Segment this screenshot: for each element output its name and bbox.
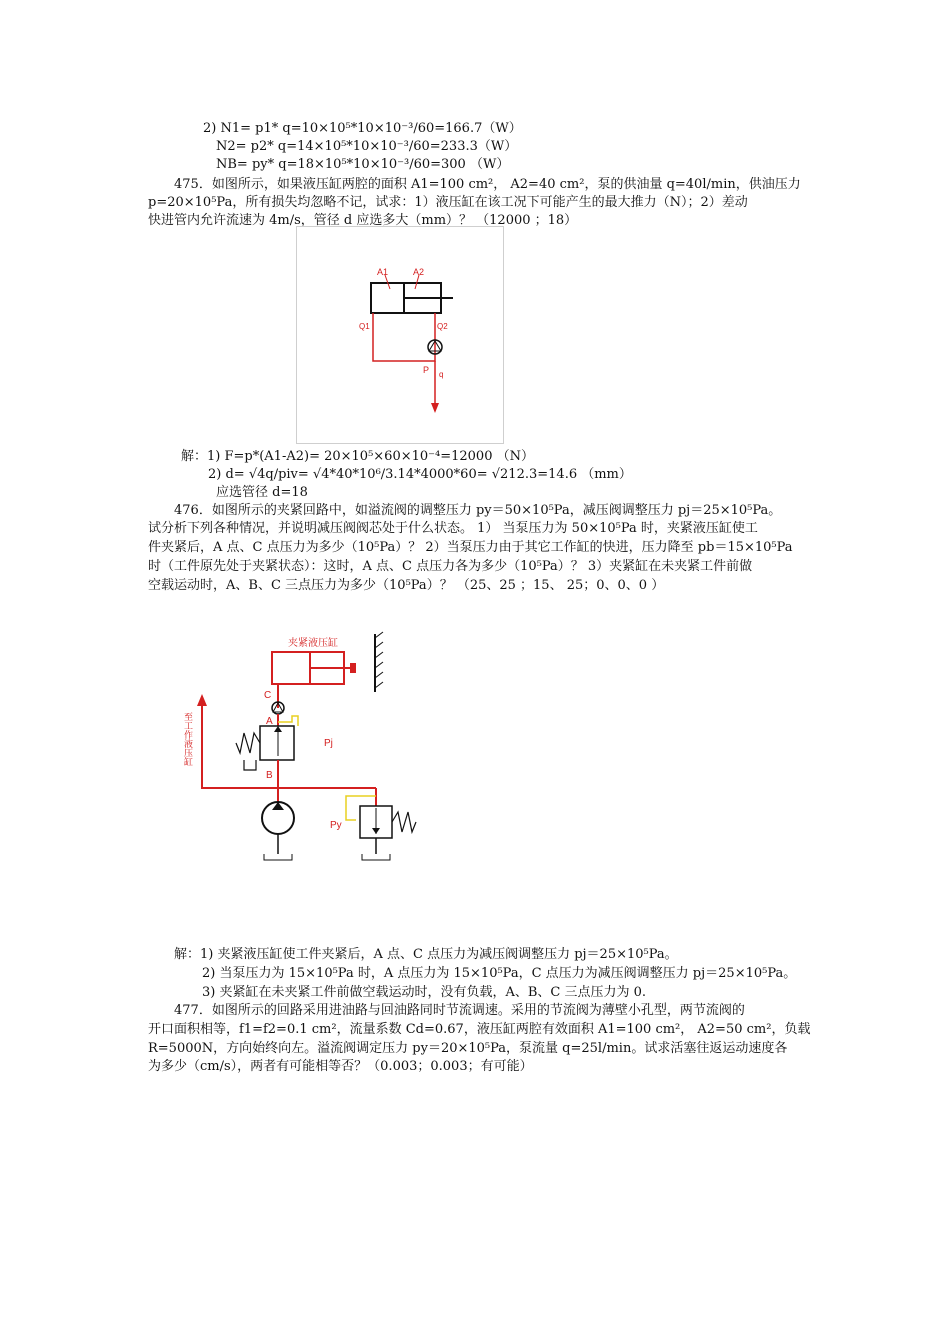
text-line-9: 应选管径 d=18 xyxy=(216,485,308,500)
label-a2: A2 xyxy=(413,267,425,277)
spring-py xyxy=(392,812,416,832)
text-line-17: 3) 夹紧缸在未夹紧工件前做空载运动时，没有负载，A、B、C 三点压力为 0. xyxy=(202,985,647,1000)
text-line-16: 2) 当泵压力为 15×10⁵Pa 时，A 点压力为 15×10⁵Pa，C 点压力为减压阀调整压力 pj＝25×10⁵Pa。 xyxy=(202,966,797,981)
text-line-19: 开口面积相等，f1=f2=0.1 cm²，流量系数 Cd=0.67，液压缸两腔有效面积 A1=100 cm²， A2=50 cm²，负载 xyxy=(148,1022,811,1037)
label-q: q xyxy=(439,370,444,379)
main-pipe xyxy=(202,702,376,788)
text-line-6: 快进管内允许流速为 4m/s，管径 d 应选多大（mm）？ （12000 ；18） xyxy=(148,213,578,228)
text-line-14: 空载运动时，A、B、C 三点压力为多少（10⁵Pa）？ （25、25 ；15、 25；0、0、0 ） xyxy=(148,578,665,593)
label-q1: Q1 xyxy=(359,322,370,331)
cylinder-circuit-diagram xyxy=(297,227,503,443)
return-pipe xyxy=(373,313,435,361)
label-py: Py xyxy=(330,820,342,831)
spring-pj xyxy=(236,733,260,753)
text-line-1: 2) N1= p1* q=10×10⁵*10×10⁻³/60=166.7（W） xyxy=(203,121,522,136)
text-line-8: 2) d= √4q/piv= √4*40*10⁶/3.14*4000*60= √212.3=14.6 （mm） xyxy=(208,467,632,482)
label-q2: Q2 xyxy=(437,322,448,331)
label-a: A xyxy=(266,716,273,727)
label-a1: A1 xyxy=(377,267,389,277)
figure-476-clamping-circuit xyxy=(180,628,420,878)
text-line-3: NB= py* q=18×10⁵*10×10⁻³/60=300 （W） xyxy=(216,157,510,172)
text-line-2: N2= p2* q=14×10⁵*10×10⁻³/60=233.3（W） xyxy=(216,139,518,154)
clamping-circuit-diagram xyxy=(180,628,420,878)
text-line-4: 475．如图所示，如果液压缸两腔的面积 A1=100 cm²， A2=40 cm²，泵的供油量 q=40l/min，供油压力 xyxy=(174,177,801,192)
text-line-20: R=5000N，方向始终向左。溢流阀调定压力 py＝20×10⁵Pa，泵流量 q=25l/min。试求活塞往返运动速度各 xyxy=(148,1041,788,1056)
label-b: B xyxy=(266,770,273,781)
text-line-12: 件夹紧后，A 点、C 点压力为多少（10⁵Pa）？ 2）当泵压力由于其它工作缸的快进，压力降至 pb＝15×10⁵Pa xyxy=(148,540,793,555)
text-line-10: 476．如图所示的夹紧回路中，如溢流阀的调整压力 py＝50×10⁵Pa，减压阀调整压力 pj＝25×10⁵Pa。 xyxy=(174,503,782,518)
text-line-5: p=20×10⁵Pa，所有损失均忽略不记，试求：1）液压缸在该工况下可能产生的最大推力（N）；2）差动 xyxy=(148,195,748,210)
label-pj: Pj xyxy=(324,738,333,749)
text-line-18: 477．如图所示的回路采用进油路与回油路同时节流调速。采用的节流阀为薄壁小孔型，两节流阀的 xyxy=(174,1003,745,1018)
text-line-13: 时（工件原先处于夹紧状态）：这时，A 点、C 点压力各为多少（10⁵Pa）？ 3）夹紧缸在未夹紧工件前做 xyxy=(148,559,753,574)
label-clamp-cylinder: 夹紧液压缸 xyxy=(288,638,338,649)
figure-475-cylinder-circuit xyxy=(296,226,504,444)
text-line-15: 解：1) 夹紧液压缸使工件夹紧后，A 点、C 点压力为减压阀调整压力 pj＝25×10⁵Pa。 xyxy=(174,947,678,962)
text-line-7: 解：1) F=p*(A1-A2)= 20×10⁵×60×10⁻⁴=12000 （N） xyxy=(181,449,534,464)
text-line-21: 为多少（cm/s），两者有可能相等否？（0.003；0.003；有可能） xyxy=(148,1059,533,1074)
label-other-cylinder: 至工作液压缸 xyxy=(183,712,193,766)
text-line-11: 试分析下列各种情况，并说明减压阀阀芯处于什么状态。 1） 当泵压力为 50×10⁵Pa 时，夹紧液压缸使工 xyxy=(148,521,758,536)
label-c: C xyxy=(264,690,272,701)
label-p: P xyxy=(423,365,430,375)
flow-arrow xyxy=(431,403,439,413)
